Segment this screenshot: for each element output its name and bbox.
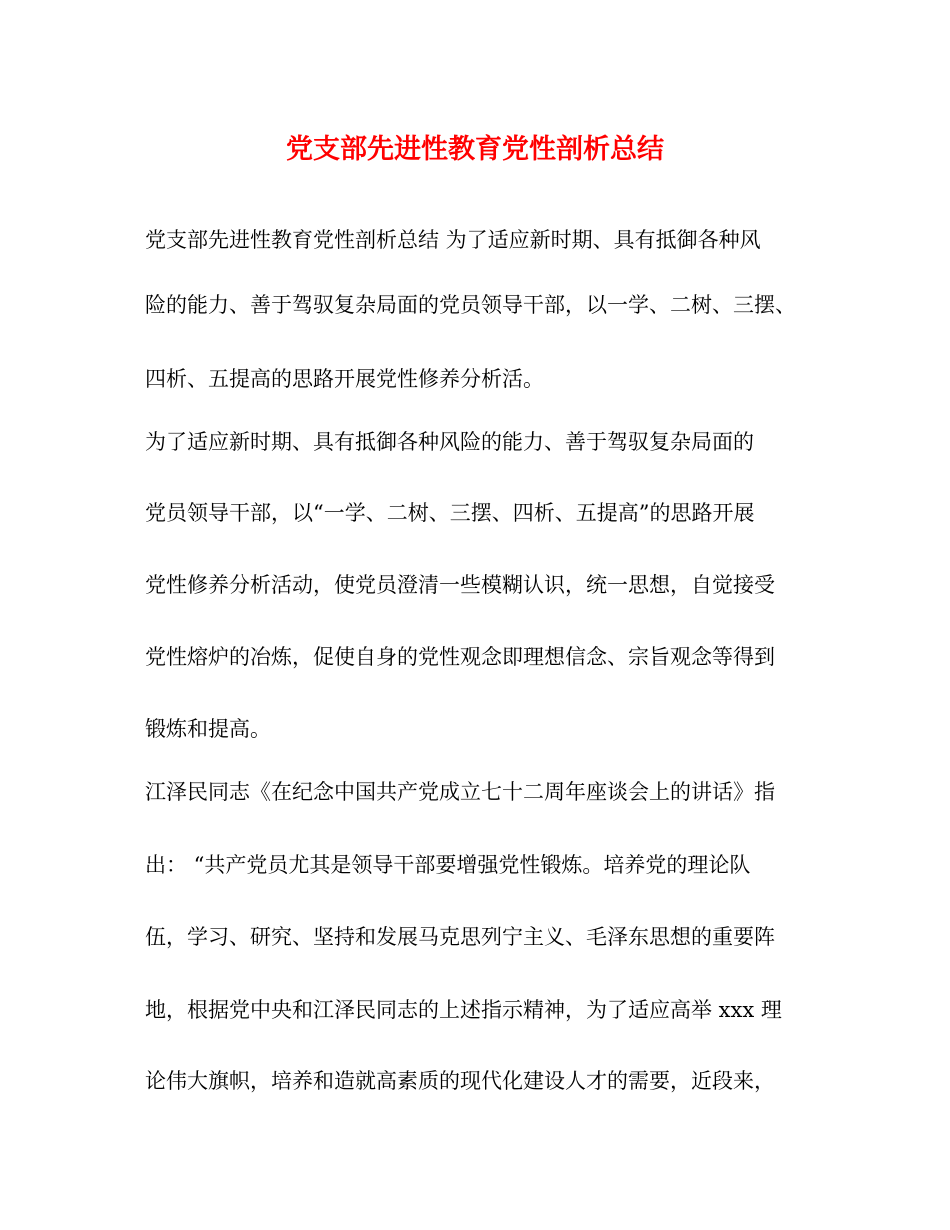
body-line-4: 为了适应新时期、具有抵御各种风险的能力、善于驾驭复杂局面的: [145, 430, 754, 454]
body-line-10: 出： “共产党员尤其是领导干部要增强党性锻炼。培养党的理论队: [145, 853, 751, 877]
body-line-11: 伍，学习、研究、坚持和发展马克思列宁主义、毛泽东思想的重要阵: [145, 925, 775, 949]
body-line-5: 党员领导干部，以“一学、二树、三摆、四析、五提高”的思路开展: [145, 501, 755, 525]
body-line-8: 锻炼和提高。: [145, 717, 271, 741]
body-line-9: 江泽民同志《在纪念中国共产党成立七十二周年座谈会上的讲话》指: [145, 780, 775, 804]
body-line-12: 地，根据党中央和江泽民同志的上述指示精神，为了适应高举 xxx 理: [145, 998, 782, 1022]
body-line-7: 党性熔炉的冶炼，促使自身的党性观念即理想信念、宗旨观念等得到: [145, 645, 775, 669]
body-line-6: 党性修养分析活动，使党员澄清一些模糊认识，统一思想，自觉接受: [145, 573, 775, 597]
body-line-2: 险的能力、善于驾驭复杂局面的党员领导干部，以一学、二树、三摆、: [145, 293, 796, 317]
body-line-3: 四析、五提高的思路开展党性修养分析活。: [145, 367, 544, 391]
document-title: 党支部先进性教育党性剖析总结: [286, 134, 664, 165]
body-line-13: 论伟大旗帜，培养和造就高素质的现代化建设人才的需要，近段来，: [145, 1069, 775, 1093]
body-line-1: 党支部先进性教育党性剖析总结 为了适应新时期、具有抵御各种风: [145, 228, 761, 252]
